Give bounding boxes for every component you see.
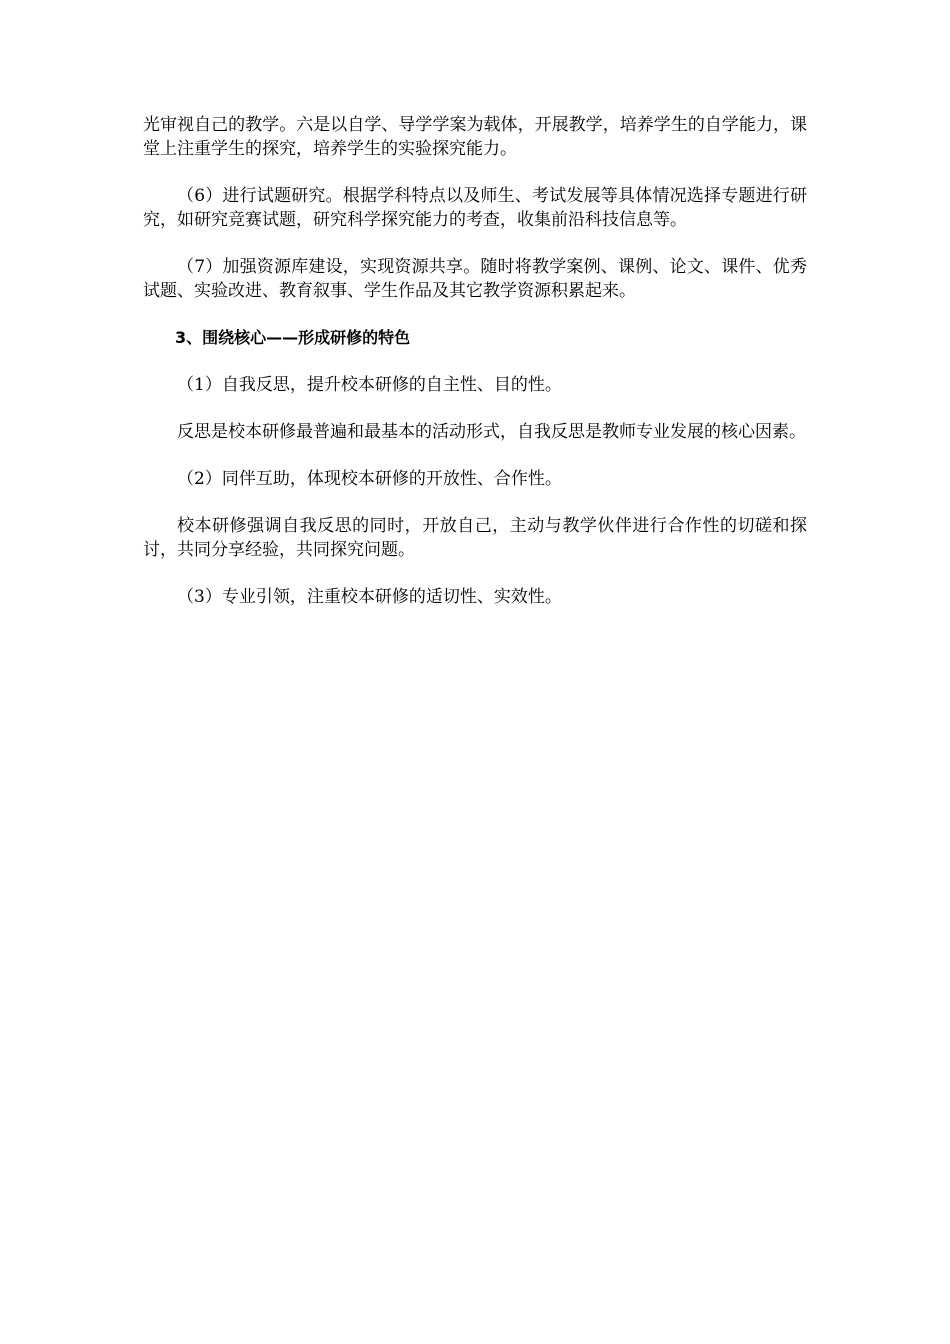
section-heading-3: 3、围绕核心——形成研修的特色 [175, 328, 411, 347]
paragraph-continuation: 光审视自己的教学。六是以自学、导学学案为载体，开展教学，培养学生的自学能力，课堂上注重学生的探究，培养学生的实验探究能力。 [143, 115, 807, 159]
document-body [143, 113, 807, 632]
paragraph-subitem-1: （1）自我反思，提升校本研修的自主性、目的性。 [177, 375, 562, 395]
paragraph-reflection: 反思是校本研修最普遍和最基本的活动形式，自我反思是教师专业发展的核心因素。 [177, 422, 806, 442]
paragraph-item-7: （7）加强资源库建设，实现资源共享。随时将教学案例、课例、论文、课件、优秀试题、实验改进、教育叙事、学生作品及其它教学资源积累起来。 [143, 257, 807, 301]
paragraph-item-6: （6）进行试题研究。根据学科特点以及师生、考试发展等具体情况选择专题进行研究，如研究竞赛试题，研究科学探究能力的考查，收集前沿科技信息等。 [143, 186, 807, 230]
paragraph-peer-support: 校本研修强调自我反思的同时，开放自己，主动与教学伙伴进行合作性的切磋和探讨，共同分享经验，共同探究问题。 [143, 516, 807, 560]
paragraph-subitem-3: （3）专业引领，注重校本研修的适切性、实效性。 [177, 587, 562, 607]
paragraph-subitem-2: （2）同伴互助，体现校本研修的开放性、合作性。 [177, 469, 562, 489]
